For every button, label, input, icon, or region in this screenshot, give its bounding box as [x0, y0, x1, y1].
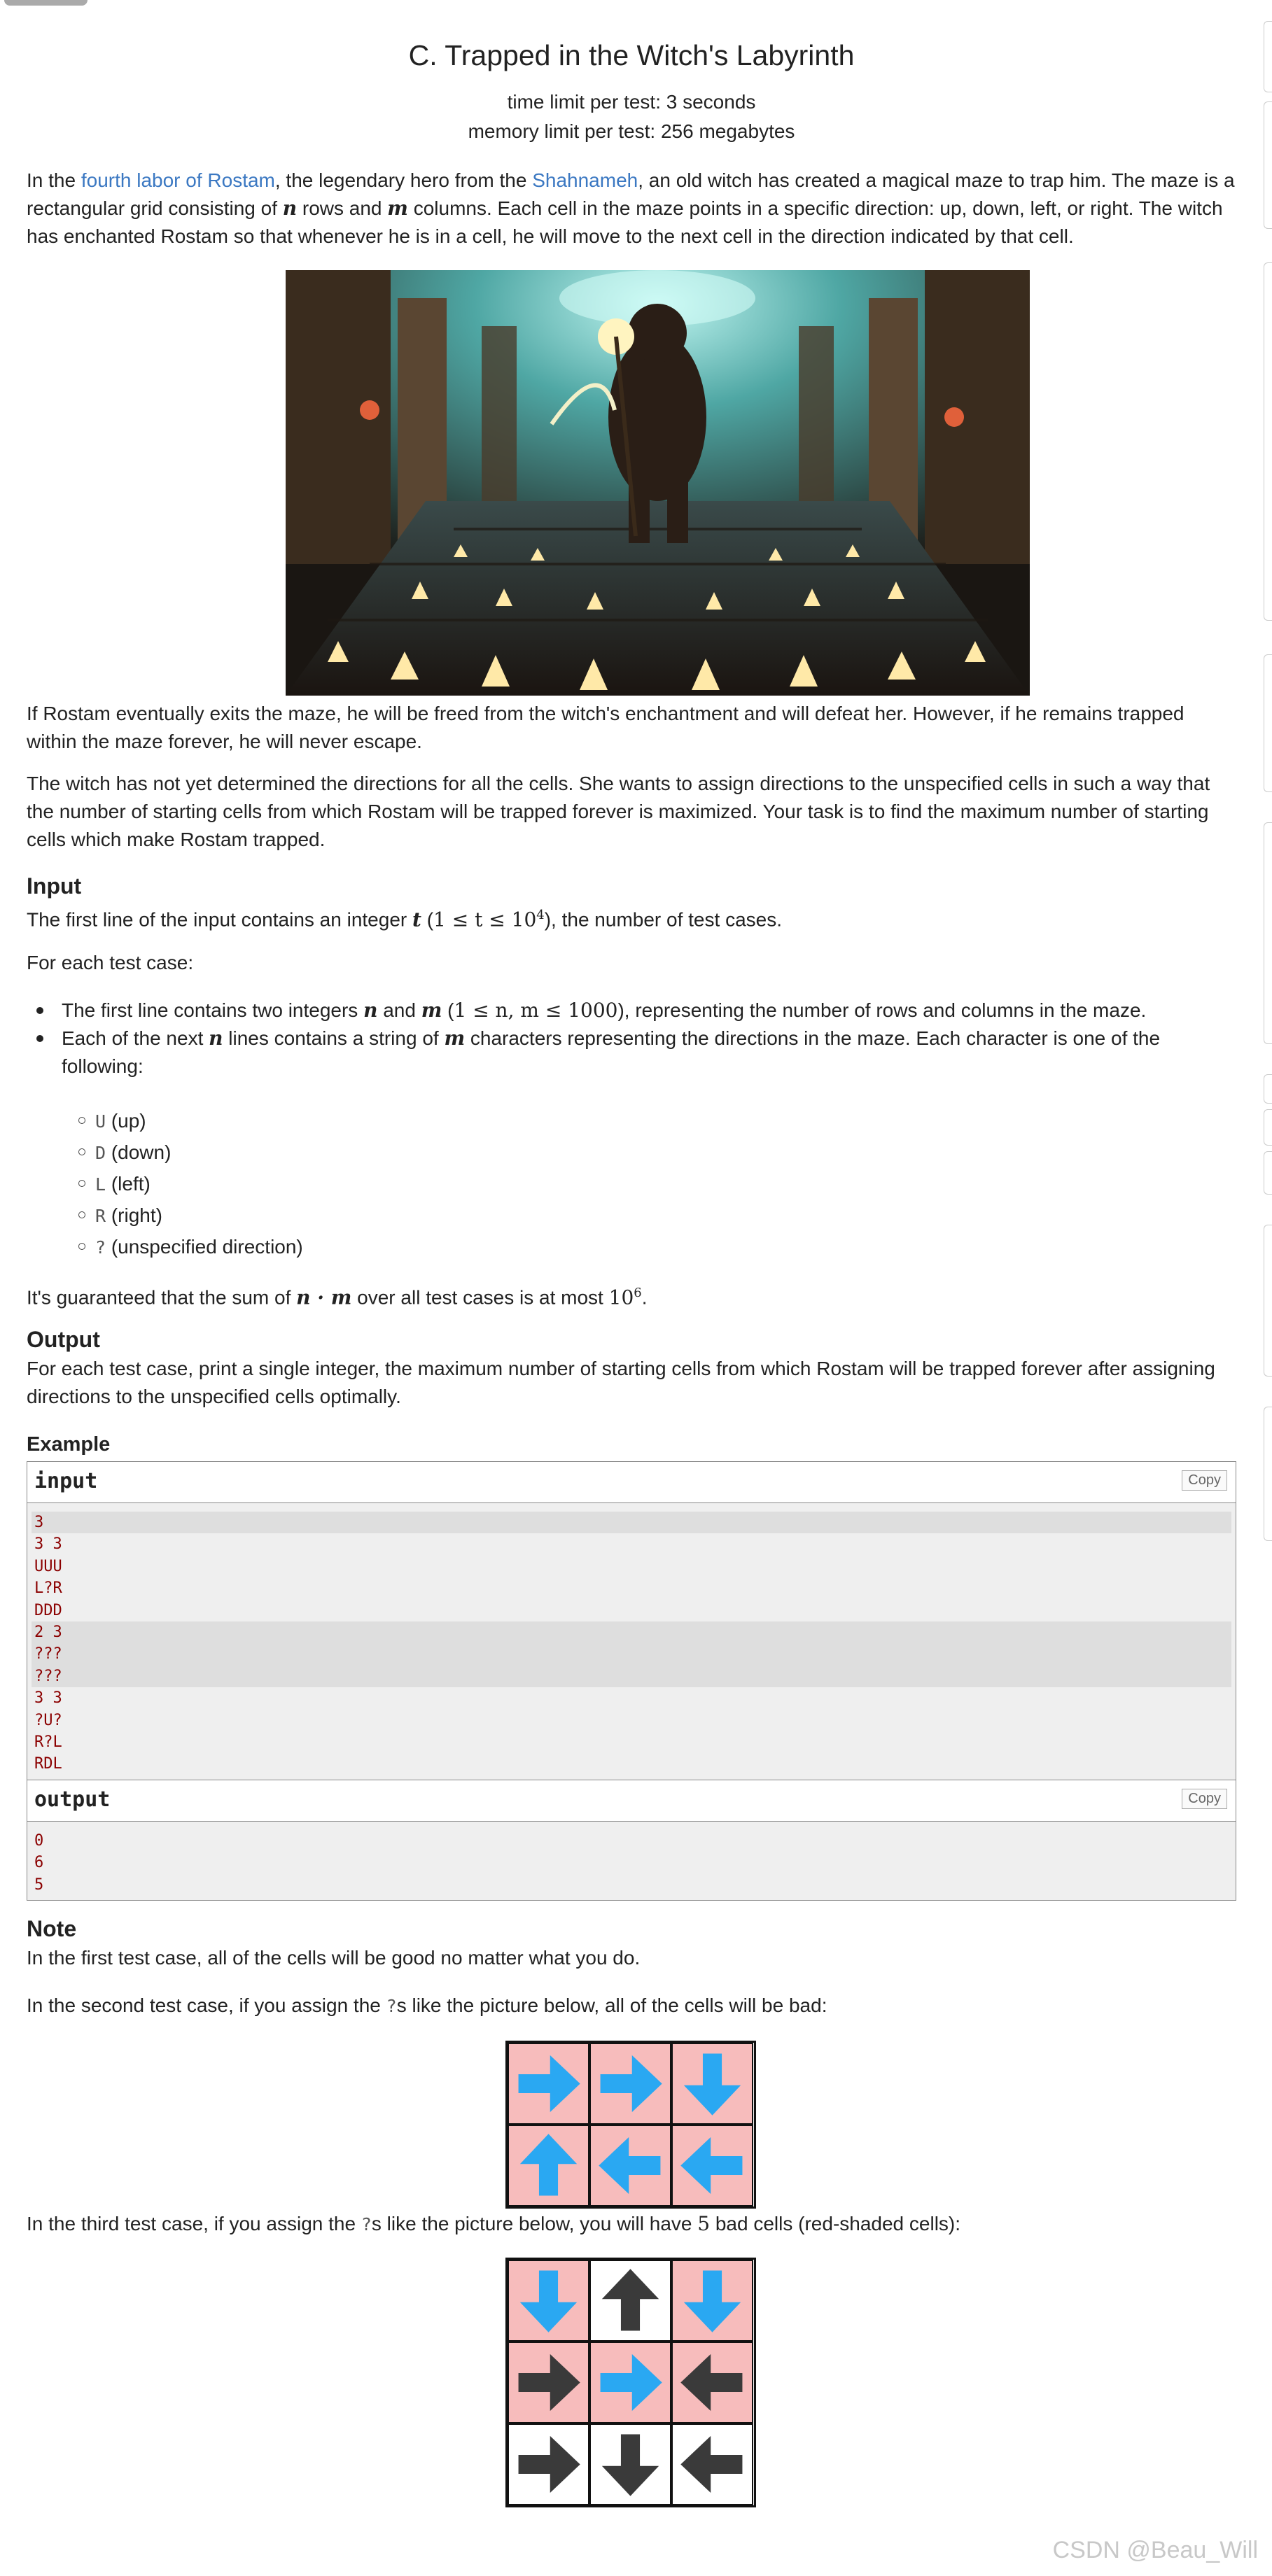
sidebar-box	[1264, 1151, 1272, 1195]
sidebar-box	[1264, 262, 1272, 621]
sample-output-header	[27, 1780, 1236, 1822]
bullet-item: Each of the next n lines contains a string of m characters representing the directions in the maze. Each character is one of the following:	[27, 1025, 1236, 1081]
input-heading: Input	[27, 873, 82, 899]
char-item: D (down)	[78, 1137, 303, 1169]
sample-line: RDL	[34, 1755, 62, 1773]
char-item: L (left)	[78, 1169, 303, 1200]
arrow-left-icon	[673, 2343, 752, 2422]
sample-input-body	[27, 1503, 1236, 1780]
sample-line: 2 3	[32, 1621, 1231, 1643]
output-text: For each test case, print a single integer, the maximum number of starting cells from which Rostam will be trapped forever after assigning directions to the unspecified cells optimally.	[27, 1358, 1215, 1407]
input-line1: The first line of the input contains an integer t $(1 \le t \le 10^4)$, the number of test cases.	[27, 908, 782, 931]
bullet-item: The first line contains two integers n and m (1 ≤ n, m ≤ 1000), representing the number of rows and columns in the maze.	[27, 997, 1236, 1025]
fourth-labor-link[interactable]: fourth labor of Rostam	[81, 169, 275, 191]
sidebar-box	[1264, 1074, 1272, 1104]
sample-line: 6	[34, 1854, 44, 1872]
sidebar-box	[1264, 822, 1272, 1044]
grid-cell	[508, 2260, 589, 2342]
sample-line: 3 3	[34, 1535, 62, 1554]
sample-line: 3 3	[34, 1689, 62, 1708]
sample-line: 5	[34, 1875, 44, 1894]
grid-cell	[671, 2043, 753, 2125]
memory-limit: memory limit per test: 256 megabytes	[468, 120, 795, 142]
sidebar-box	[1264, 1225, 1272, 1377]
grid-cell	[589, 2043, 671, 2125]
sample-line: ???	[32, 1643, 1231, 1665]
char-item: ? (unspecified direction)	[78, 1232, 303, 1263]
arrow-down-icon	[673, 2044, 752, 2123]
grid-cell	[589, 2260, 671, 2342]
sample-output	[27, 1780, 1236, 1901]
statement-paragraph: The witch has not yet determined the directions for all the cells. She wants to assign directions to the unspecified cells in such a way that the number of starting cells from which Rostam will be trapped forever is maximized. Your task is to find the maximum number of starting cells which make Rostam trapped.	[27, 773, 1210, 850]
sample-line: R?L	[34, 1733, 62, 1752]
grid-cell	[589, 2342, 671, 2423]
arrow-down-icon	[591, 2425, 670, 2504]
sample-line: 3	[32, 1512, 1231, 1533]
tab-room[interactable]	[459, 0, 514, 6]
sidebar-box	[1264, 1109, 1272, 1146]
note-paragraph: In the second test case, if you assign the ?s like the picture below, all of the cells will be bad:	[27, 1994, 827, 2016]
grid-cell	[671, 2260, 753, 2342]
arrow-right-icon	[509, 2044, 588, 2123]
grid-cell	[671, 2125, 753, 2207]
sample-line: DDD	[34, 1601, 62, 1619]
grid-cell	[589, 2125, 671, 2207]
arrow-right-icon	[591, 2343, 670, 2422]
assignment-grid-2	[505, 2041, 756, 2209]
grid-cell	[671, 2423, 753, 2505]
char-item: R (right)	[78, 1200, 303, 1232]
guarantee-text: It's guaranteed that the sum of n · m over all test cases is at most $10^6$.	[27, 1286, 648, 1309]
sample-input-header	[27, 1462, 1236, 1503]
statement-paragraph: If Rostam eventually exits the maze, he will be freed from the witch's enchantment and will defeat her. However, if he remains trapped within the maze forever, he will never escape.	[27, 703, 1184, 752]
note-paragraph: In the third test case, if you assign the ?s like the picture below, you will have 5 bad cells (red-shaded cells):	[27, 2212, 961, 2235]
sidebar-edge	[1264, 0, 1272, 1610]
rostam-illustration-art	[286, 270, 1030, 696]
sample-line: L?R	[34, 1579, 62, 1598]
tab-standings[interactable]	[518, 0, 603, 6]
shahnameh-link[interactable]: Shahnameh	[532, 169, 638, 191]
arrow-up-icon	[509, 2126, 588, 2205]
assignment-grid-3	[505, 2258, 756, 2507]
arrow-right-icon	[509, 2425, 588, 2504]
arrow-down-icon	[509, 2261, 588, 2340]
grid-cell	[508, 2342, 589, 2423]
sample-line: UUU	[34, 1557, 62, 1575]
statement-paragraph: In the fourth labor of Rostam, the legendary hero from the Shahnameh, an old witch has created a magical maze to trap him. The maze is a rectangular grid consisting of n rows and m columns. Each cell in the maze points in a specific direction: up, down, left, or right. The witch has enchanted Rostam so that whenever he is in a cell, he will move to the next cell in the direction indicated by that cell.	[27, 169, 1235, 247]
sidebar-box	[1264, 1407, 1272, 1541]
tab-status[interactable]	[329, 0, 392, 6]
sample-line: 0	[34, 1832, 44, 1850]
rostam-illustration	[286, 270, 1030, 696]
sample-line: ???	[32, 1666, 1231, 1687]
tab-custom-invocation[interactable]	[616, 0, 757, 6]
arrow-up-icon	[591, 2261, 670, 2340]
copy-output-button[interactable]: Copy	[1182, 1789, 1227, 1809]
sidebar-box	[1264, 101, 1272, 229]
sample-output-body	[27, 1822, 1236, 1900]
sidebar-box	[1264, 21, 1272, 92]
note-heading: Note	[27, 1916, 77, 1941]
arrow-left-icon	[673, 2425, 752, 2504]
sample-line: ?U?	[34, 1711, 62, 1729]
top-nav	[0, 0, 812, 7]
time-limit: time limit per test: 3 seconds	[507, 91, 756, 113]
tab-problems[interactable]	[4, 0, 88, 6]
note-paragraph: In the first test case, all of the cells will be good no matter what you do.	[27, 1947, 641, 1969]
tab-submit-code[interactable]	[97, 0, 195, 6]
grid-cell	[508, 2043, 589, 2125]
arrow-right-icon	[509, 2343, 588, 2422]
grid-cell	[508, 2125, 589, 2207]
arrow-left-icon	[591, 2126, 670, 2205]
for-each-text: For each test case:	[27, 952, 194, 973]
output-heading: Output	[27, 1327, 100, 1352]
watermark: CSDN @Beau_Will	[1052, 2537, 1258, 2563]
arrow-right-icon	[591, 2044, 670, 2123]
input-bullets	[27, 997, 1236, 1081]
grid-cell	[508, 2423, 589, 2505]
grid-cell	[589, 2423, 671, 2505]
example-heading: Example	[27, 1433, 111, 1456]
copy-input-button[interactable]: Copy	[1182, 1470, 1227, 1491]
sample-input	[27, 1461, 1236, 1780]
output-label: output	[34, 1787, 111, 1812]
char-item: U (up)	[78, 1106, 303, 1137]
input-label: input	[34, 1469, 98, 1493]
arrow-down-icon	[673, 2261, 752, 2340]
tab-hacks[interactable]	[395, 0, 454, 6]
tab-my-submissions[interactable]	[200, 0, 318, 6]
direction-chars	[78, 1106, 303, 1263]
grid-cell	[671, 2342, 753, 2423]
arrow-left-icon	[673, 2126, 752, 2205]
sidebar-box	[1264, 654, 1272, 792]
problem-title: C. Trapped in the Witch's Labyrinth	[408, 39, 855, 71]
